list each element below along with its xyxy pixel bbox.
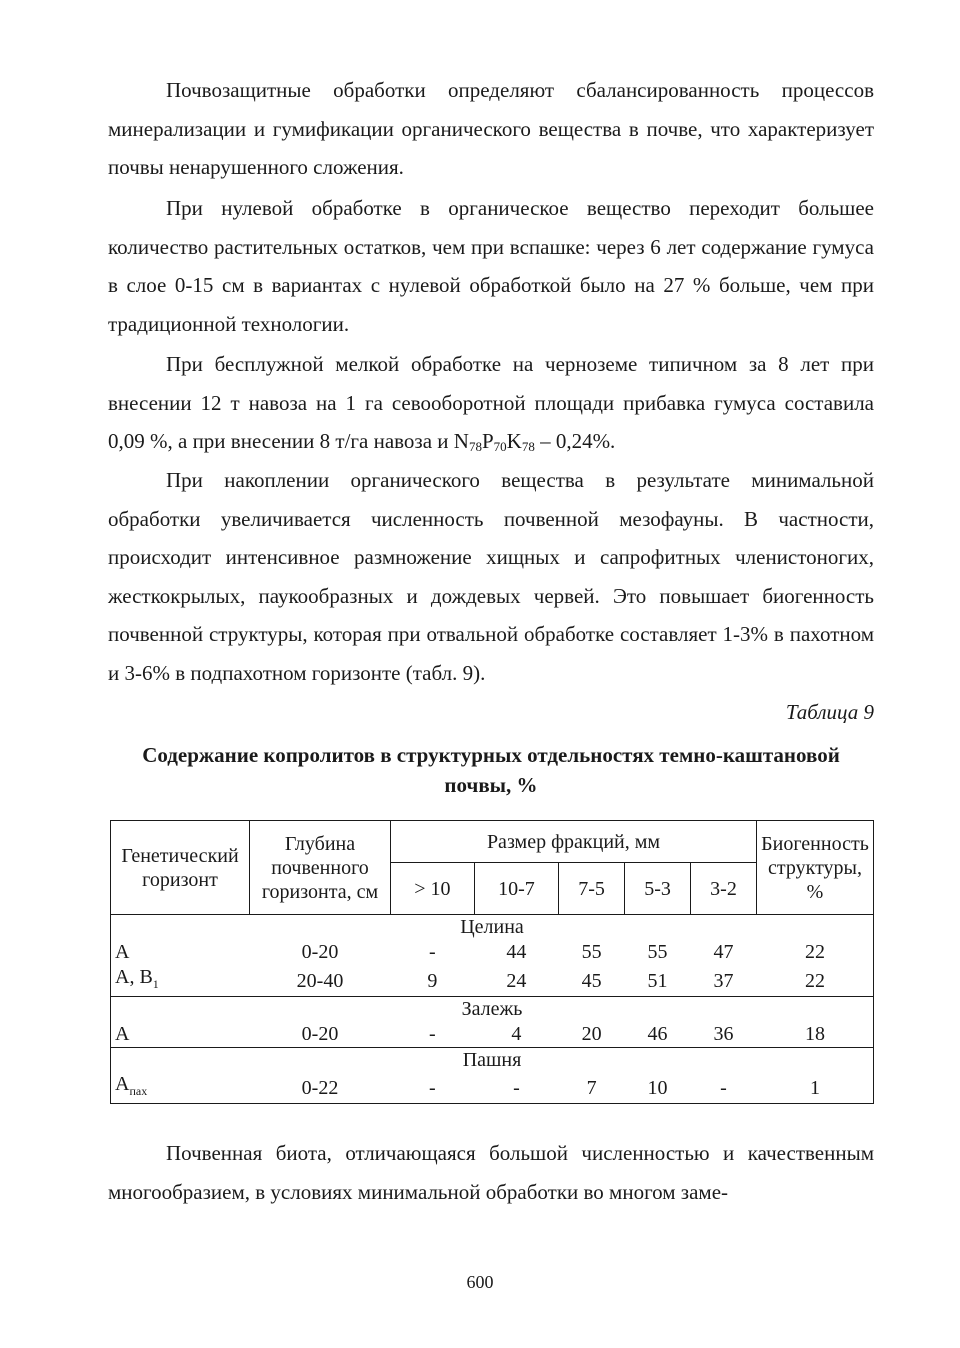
header-depth: Глубина почвенного горизонта, см [250, 821, 391, 915]
group-row [111, 997, 874, 1022]
table-row [111, 939, 874, 965]
cell-fraction-2: 24 [474, 965, 558, 997]
cell-biogenic: 22 [757, 965, 874, 997]
cell-biogenic: 1 [757, 1072, 874, 1104]
horizon-label: A [115, 1023, 130, 1045]
potassium-subscript: 78 [521, 439, 535, 454]
cell-depth: 0-20 [250, 1021, 391, 1048]
cell-fraction-1: - [391, 1021, 475, 1048]
horizon-label: A [115, 941, 130, 963]
cell-fraction-4: 55 [647, 941, 668, 963]
table-body [111, 915, 874, 1104]
cell-fraction-1: - [391, 1072, 475, 1104]
paragraph-3 [108, 345, 874, 467]
header-horizon: Генетический горизонт [111, 821, 250, 915]
paragraph-1: Почвозащитные обработки определяют сбалансированность процессов минерализации и гумификации органического вещества в почве, что характеризует почвы ненарушенного сложения. [108, 78, 874, 179]
group-name: Пашня [111, 1048, 874, 1073]
page-number: 600 [466, 1272, 494, 1292]
cell-depth: 20-40 [250, 965, 391, 997]
cell-depth: 0-22 [250, 1072, 391, 1104]
header-fraction-2: 10-7 [474, 863, 558, 915]
table-row [111, 1072, 874, 1104]
horizon-label: A [115, 1073, 130, 1095]
header-fraction-4: 5-3 [625, 863, 691, 915]
cell-fraction-2: - [474, 1072, 558, 1104]
table-row [111, 965, 874, 997]
cell-horizon [111, 939, 250, 965]
header-fraction-1: > 10 [391, 863, 475, 915]
phosphorus-subscript: 70 [493, 439, 507, 454]
group-row [111, 1048, 874, 1073]
group-name: Целина [111, 915, 874, 940]
header-fraction-5: 3-2 [691, 863, 757, 915]
cell-fraction-3: 20 [559, 1021, 625, 1048]
cell-fraction-4: 10 [625, 1072, 691, 1104]
cell-biogenic: 22 [757, 939, 874, 965]
coprolite-table [110, 820, 874, 1104]
paragraph-3-text: При бесплужной мелкой обработке на черноземе типичном за 8 лет при внесении 12 т навоза на 1 га севооборотной площади прибавка гумуса составила 0,09 %, а при внесении 8 т/га навоза и N [108, 352, 874, 453]
cell-horizon [111, 1021, 250, 1048]
header-biogenic: Биогенность структуры, % [757, 821, 874, 915]
paragraph-2: При нулевой обработке в органическое вещество переходит большее количество растительных остатков, чем при вспашке: через 6 лет содержание гумуса в слое 0-15 см в вариантах с нулевой обработкой было на 27 % больше, чем при традиционной технологии. [108, 196, 874, 336]
paragraph-5: Почвенная биота, отличающаяся большой численностью и качественным многообразием, в условиях минимальной обработки во многом заме- [108, 1141, 874, 1204]
cell-fraction-4: 51 [625, 965, 691, 997]
nitrogen-subscript: 78 [468, 439, 482, 454]
cell-fraction-2: 44 [506, 941, 527, 963]
paragraph-3-end: – 0,24%. [534, 429, 616, 453]
table-label: Таблица 9 [785, 700, 874, 724]
cell-fraction-5: - [691, 1072, 757, 1104]
cell-horizon [111, 1072, 250, 1104]
cell-fraction-2: 4 [474, 1021, 558, 1048]
paragraph-4: При накоплении органического вещества в результате минимальной обработки увеличивается численность почвенной мезофауны. В частности, происходит интенсивное размножение хищных и сапрофитных членистоногих, жесткокрылых, паукообразных и дождевых червей. Это повышает биогенность почвенной структуры, которая при отвальной обработке составляет 1-3% в пахотном и 3-6% в подпахотном горизонте (табл. 9). [108, 468, 874, 685]
horizon-label: A, B [115, 966, 153, 988]
group-row [111, 915, 874, 940]
header-fraction-size: Размер фракций, мм [391, 821, 757, 863]
phosphorus-symbol: P [481, 429, 494, 453]
cell-fraction-5: 36 [691, 1021, 757, 1048]
cell-fraction-1: 9 [391, 965, 475, 997]
group-name: Залежь [111, 997, 874, 1022]
cell-fraction-3: 55 [581, 941, 602, 963]
cell-depth: 0-20 [301, 941, 339, 963]
cell-fraction-3: 45 [559, 965, 625, 997]
cell-fraction-5: 37 [691, 965, 757, 997]
cell-fraction-5: 47 [713, 941, 734, 963]
table-row [111, 1021, 874, 1048]
cell-fraction-4: 46 [625, 1021, 691, 1048]
cell-biogenic: 18 [757, 1021, 874, 1048]
cell-fraction-3: 7 [559, 1072, 625, 1104]
table-title: Содержание копролитов в структурных отдельностях темно-каштановой почвы, % [142, 743, 840, 797]
cell-horizon [111, 965, 250, 997]
horizon-subscript: пах [129, 1084, 148, 1098]
horizon-subscript: 1 [152, 977, 159, 991]
potassium-symbol: K [506, 429, 522, 453]
cell-fraction-1: - [429, 941, 436, 963]
header-fraction-3: 7-5 [559, 863, 625, 915]
